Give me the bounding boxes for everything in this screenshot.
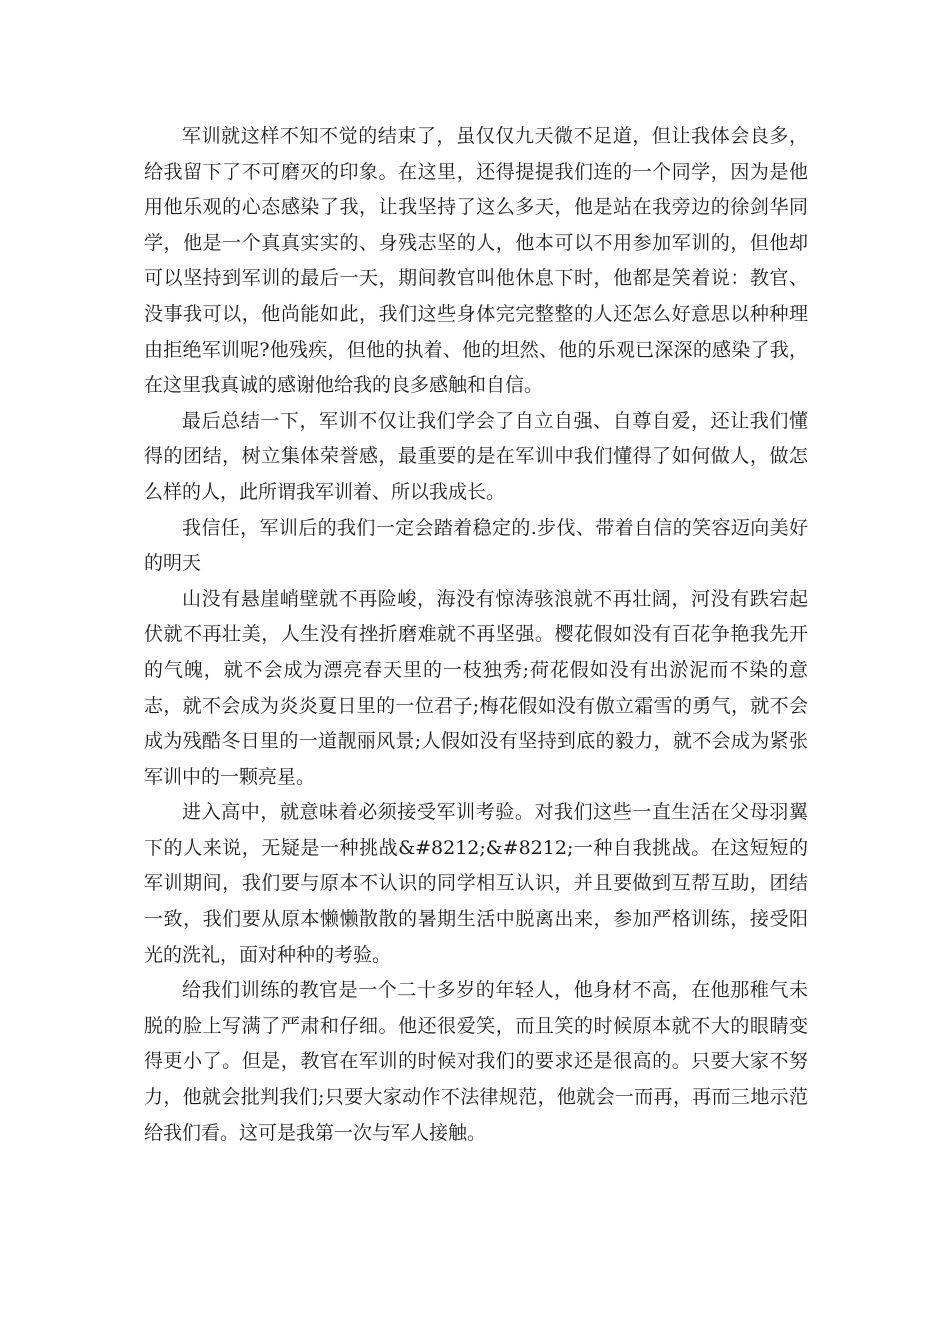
paragraph-mountains-and-seas: 山没有悬崖峭壁就不再险峻，海没有惊涛骇浪就不再壮阔，河没有跌宕起伏就不再壮美，人生没有挫折磨难就不再坚强。樱花假如没有百花争艳我先开的气魄，就不会成为漂亮春天里的一枝独秀;荷花假如没有出淤泥而不染的意志，就不会成为炎炎夏日里的一位君子;梅花假如没有傲立霜雪的勇气，就不会成为残酷冬日里的一道靓丽风景;人假如没有坚持到底的毅力，就不会成为紧张军训中的一颗亮星。	[144, 587, 808, 788]
paragraph-summary: 最后总结一下，军训不仅让我们学会了自立自强、自尊自爱，还让我们懂得的团结，树立集体荣誉感，最重要的是在军训中我们懂得了如何做人，做怎么样的人，此所谓我军训着、所以我成长。	[144, 409, 808, 503]
paragraph-military-training-ending: 军训就这样不知不觉的结束了，虽仅仅九天微不足道，但让我体会良多，给我留下了不可磨灭的印象。在这里，还得提提我们连的一个同学，因为是他用他乐观的心态感染了我，让我坚持了这么多天，他是站在我旁边的徐剑华同学，他是一个真真实实的、身残志坚的人，他本可以不用参加军训的，但他却可以坚持到军训的最后一天，期间教官叫他休息下时，他都是笑着说：教官、没事我可以，他尚能如此，我们这些身体完完整整的人还怎么好意思以种种理由拒绝军训呢?他残疾，但他的执着、他的坦然、他的乐观已深深的感染了我，在这里我真诚的感谢他给我的良多感触和自信。	[144, 125, 808, 397]
document-body	[144, 119, 808, 1151]
paragraph-confidence: 我信任，军训后的我们一定会踏着稳定的.步伐、带着自信的笑容迈向美好的明天	[144, 516, 808, 575]
paragraph-instructor: 给我们训练的教官是一个二十多岁的年轻人，他身材不高，在他那稚气未脱的脸上写满了严肃和仔细。他还很爱笑，而且笑的时候原本就不大的眼睛变得更小了。但是，教官在军训的时候对我们的要求还是很高的。只要大家不努力，他就会批判我们;只要大家动作不法律规范，他就会一而再，再而三地示范给我们看。这可是我第一次与军人接触。	[144, 979, 808, 1144]
paragraph-entering-high-school: 进入高中，就意味着必须接受军训考验。对我们这些一直生活在父母羽翼下的人来说，无疑是一种挑战&#8212;&#8212;一种自我挑战。在这短短的军训期间，我们要与原本不认识的同学相互认识，并且要做到互帮互助，团结一致，我们要从原本懒懒散散的暑期生活中脱离出来，参加严格训练，接受阳光的洗礼，面对种种的考验。	[144, 801, 808, 966]
